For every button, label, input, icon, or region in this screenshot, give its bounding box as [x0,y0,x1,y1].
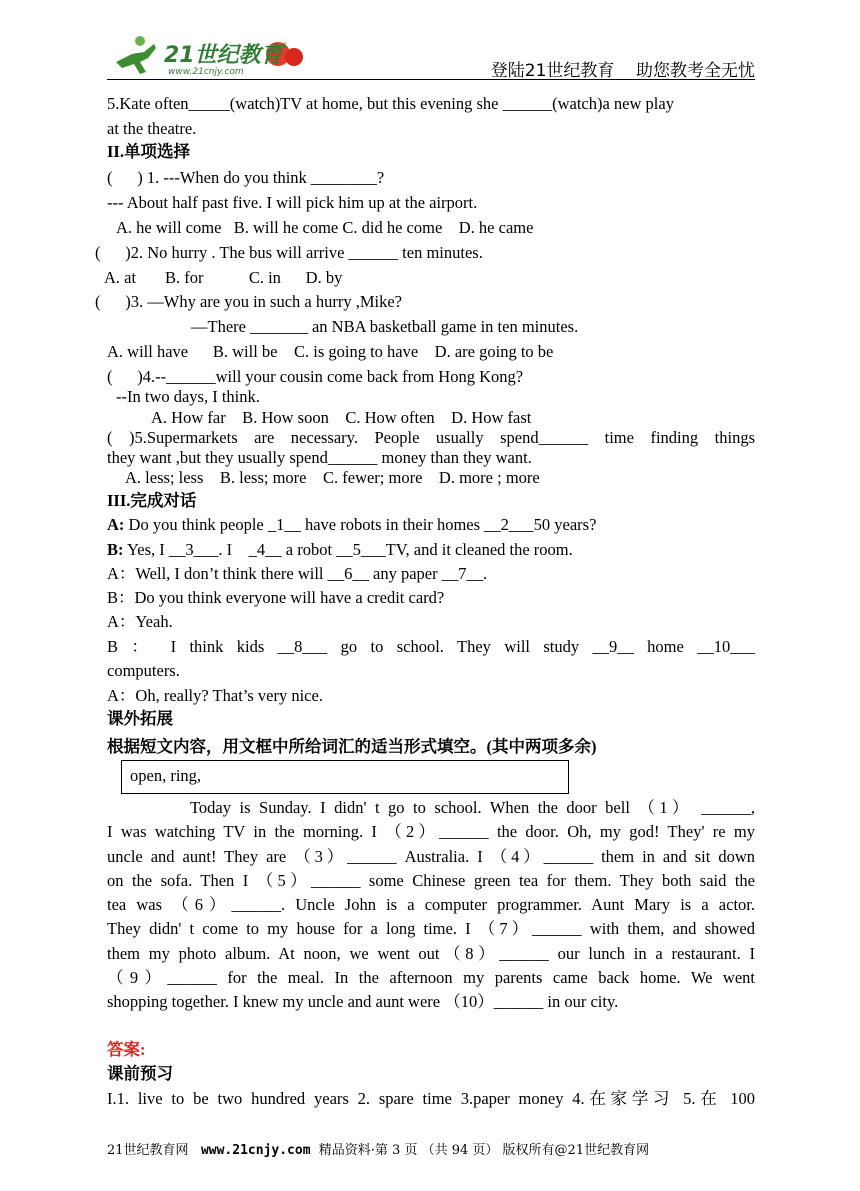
header-slogan: 登陆21世纪教育 助您教考全无忧 [490,61,755,81]
text-line: A：Well, I don’t think there will __6__ any paper __7__. [107,564,488,583]
text-line-justified: （9）______ for the meal. In the afternoon my parents came back home. We went [107,968,755,987]
footer-left: 21世纪教育网 [107,1143,201,1158]
text-line: A. How far B. How soon C. How often D. How fast [151,408,532,427]
header-divider [107,79,755,80]
text-line: they want ,but they usually spend______ money than they want. [107,448,532,467]
runner-icon [116,36,156,74]
text-line: A. less; less B. less; more C. fewer; more D. more ; more [125,468,540,487]
text-line-justified: I.1. live to be two hundred years 2. spare time 3.paper money 4.在家学习 5.在 100 [107,1089,755,1108]
text-line: 5.Kate often_____(watch)TV at home, but this evening she ______(watch)a new play [107,94,674,113]
text-line: 课前预习 [107,1064,173,1083]
text-line: --In two days, I think. [116,387,260,406]
footer-right: 精品资料·第 3 页 （共 94 页） 版权所有@21世纪教育网 [310,1143,650,1158]
speaker-label: A: [107,515,125,534]
text-line: III.完成对话 [107,491,197,510]
text-line-justified: on the sofa. Then I （5）______ some Chinese green tea for them. They both said the [107,871,755,890]
text-line: A: Do you think people _1__ have robots in their homes __2___50 years? [107,515,597,534]
text-line-justified: them my photo album. At noon, we went out（8）______ our lunch in a restaurant. I [107,944,755,963]
text-line: B: Yes, I __3___. I _4__ a robot __5___TV, and it cleaned the room. [107,540,573,559]
text-line: ( )3. —Why are you in such a hurry ,Mike? [95,292,402,311]
text-line: 课外拓展 [107,709,173,728]
text-line: A：Oh, really? That’s very nice. [107,686,323,705]
text-line: A. at B. for C. in D. by [104,268,343,287]
text-line-justified: uncle and aunt! They are （3）______ Australia. I （4）______ them in and sit down [107,847,755,866]
text-line: —There _______ an NBA basketball game in ten minutes. [191,317,579,336]
logo-text: 21世纪教育 [164,43,283,68]
word-box [121,760,569,794]
footer-url: www.21cnjy.com [200,1143,311,1158]
text-line: A. he will come B. will he come C. did he come D. he came [116,218,534,237]
text-line: computers. [107,661,180,680]
text-line-justified: ( )5.Supermarkets are necessary. People usually spend______ time finding things [107,428,755,447]
passage-last-line: shopping together. I knew my uncle and aunt were （10）______ in our city. [107,992,619,1011]
text-line: ( )4.--______will your cousin come back from Hong Kong? [107,367,524,386]
page-footer [107,1139,649,1158]
text-line-justified: tea was （6）______. Uncle John is a computer programmer. Aunt Mary is a actor. [107,895,755,914]
site-logo [110,32,310,80]
text-line: ( ) 1. ---When do you think ________? [107,168,385,187]
text-line: ( )2. No hurry . The bus will arrive ______ ten minutes. [95,243,483,262]
text-line: at the theatre. [107,119,197,138]
text-line: II.单项选择 [107,142,190,161]
text-line: 根据短文内容，用文框中所给词汇的适当形式填空。(其中两项多余) [107,737,597,756]
text-line-justified: I was watching TV in the morning. I （2）______ the door. Oh, my god! They' re my [107,822,755,841]
text-line: A：Yeah. [107,612,173,631]
text-line: --- About half past five. I will pick him up at the airport. [107,193,478,212]
text-line: B：Do you think everyone will have a credit card? [107,588,445,607]
passage-first-line: Today is Sunday. I didn' t go to school. When the door bell （1） ______, [190,798,755,817]
text-line-justified: They didn' t come to my house for a long time. I （7）______ with them, and showed [107,919,755,938]
text-line: 答案: [107,1040,146,1059]
logo-subtext: www.21cnjy.com [168,67,244,77]
text-line: A. will have B. will be C. is going to have D. are going to be [107,342,554,361]
word-box-text: open, ring, [130,766,202,785]
speaker-label: B: [107,540,124,559]
text-line-justified: B ： I think kids __8___ go to school. They will study __9__ home __10___ [107,637,755,656]
